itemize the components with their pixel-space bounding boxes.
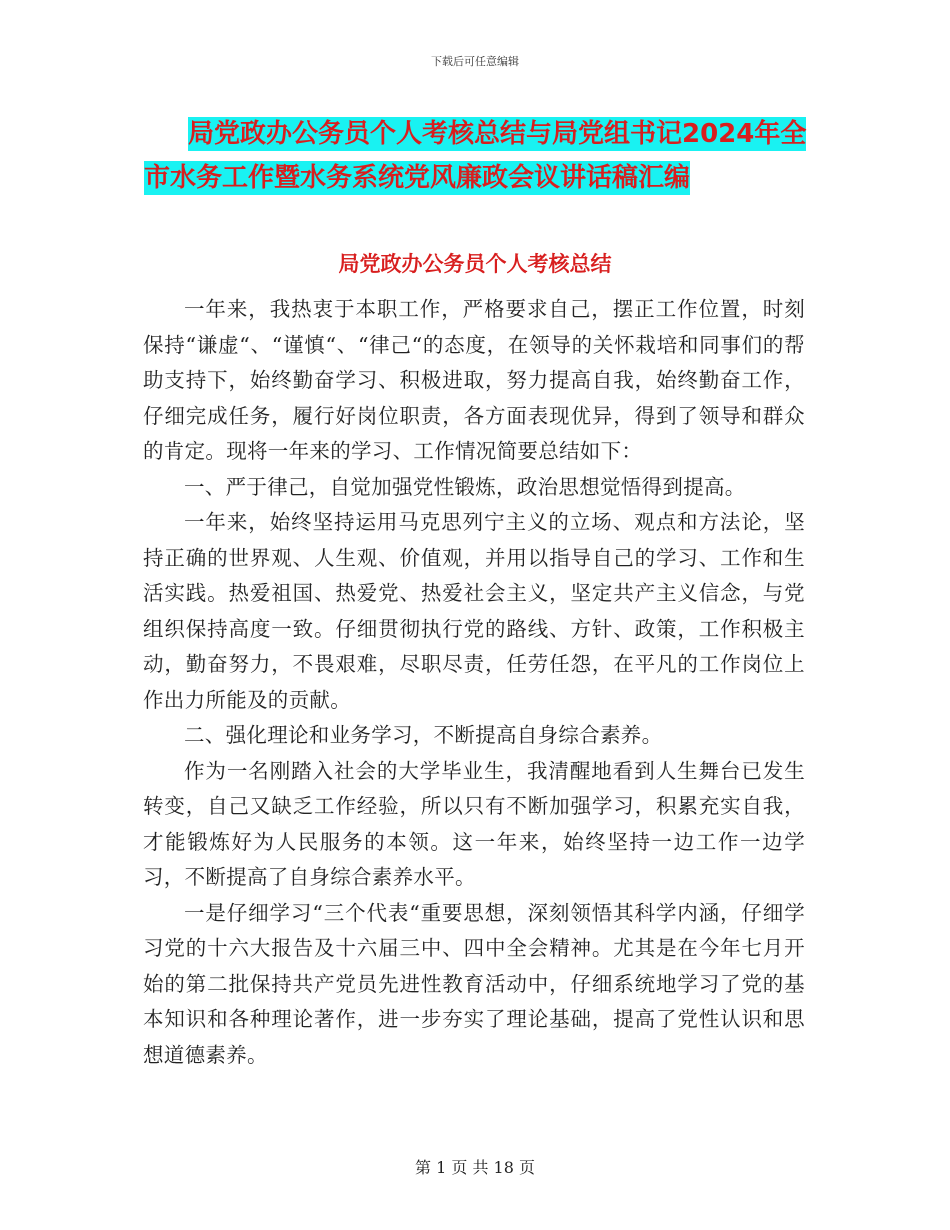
- paragraph: 一年来，我热衷于本职工作，严格要求自己，摆正工作位置，时刻保持“谦虚“、“谨慎“、“律己“的态度，在领导的关怀栽培和同事们的帮助支持下，始终勤奋学习、积极进取，努力提高自我，始终勤奋工作，仔细完成任务，履行好岗位职责，各方面表现优异，得到了领导和群众的肯定。现将一年来的学习、工作情况简要总结如下：: [143, 297, 805, 463]
- title-highlight-2: 市水务工作暨水务系统党风廉政会议讲话稿汇编: [144, 163, 691, 193]
- paragraph: 一是仔细学习“三个代表“重要思想，深刻领悟其科学内涵，仔细学习党的十六大报告及十六届三中、四中全会精神。尤其是在今年七月开始的第二批保持共产党员先进性教育活动中，仔细系统地学习了党的基本知识和各种理论著作，进一步夯实了理论基础，提高了党性认识和思想道德素养。: [143, 900, 805, 1067]
- document-body: [143, 292, 805, 1073]
- paragraph: 一年来，始终坚持运用马克思列宁主义的立场、观点和方法论，坚持正确的世界观、人生观、价值观，并用以指导自己的学习、工作和生活实践。热爱祖国、热爱党、热爱社会主义，坚定共产主义信念，与党组织保持高度一致。仔细贯彻执行党的路线、方针、政策，工作积极主动，勤奋努力，不畏艰难，尽职尽责，任劳任怨，在平凡的工作岗位上作出力所能及的贡献。: [143, 510, 805, 712]
- page-number: 第 1 页 共 18 页: [415, 1158, 535, 1177]
- section-title: 局党政办公务员个人考核总结: [338, 252, 612, 276]
- document-title-line-1: [188, 112, 818, 156]
- title-highlight-1: 局党政办公务员个人考核总结与局党组书记2024年全: [188, 119, 807, 149]
- document-title-line-2: [144, 156, 818, 200]
- document-title: [144, 112, 818, 200]
- paragraph: 二、强化理论和业务学习，不断提高自身综合素养。: [184, 723, 663, 747]
- paragraph: 作为一名刚踏入社会的大学毕业生，我清醒地看到人生舞台已发生转变，自己又缺乏工作经验，所以只有不断加强学习，积累充实自我，才能锻炼好为人民服务的本领。这一年来，始终坚持一边工作一边学习，不断提高了自身综合素养水平。: [143, 758, 805, 889]
- download-note: 下载后可任意编辑: [431, 55, 519, 68]
- paragraph: 一、严于律己，自觉加强党性锻炼，政治思想觉悟得到提高。: [184, 474, 746, 499]
